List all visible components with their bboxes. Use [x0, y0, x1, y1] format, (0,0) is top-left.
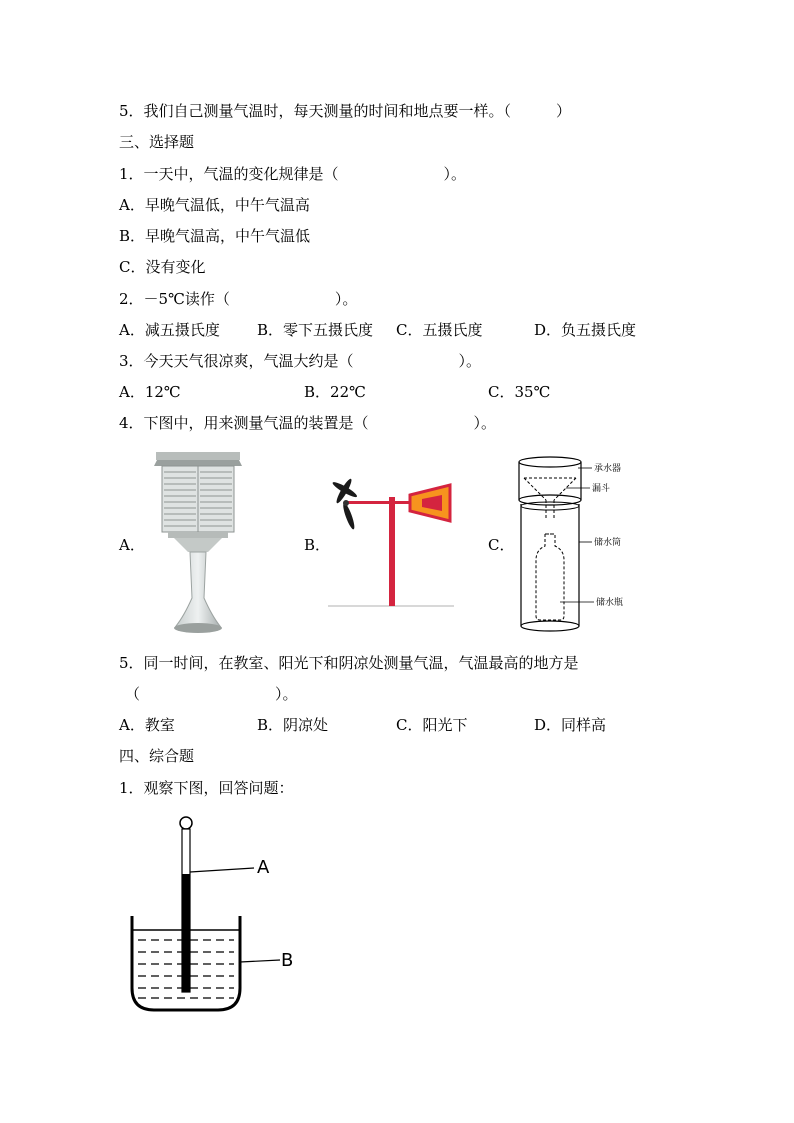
section-heading-choice: 三、选择题 [119, 133, 195, 151]
choice-question-3: 3．今天天气很凉爽，气温大约是（ ）。 [119, 352, 482, 370]
label-a: A [257, 857, 270, 878]
q2-option-b: B．零下五摄氏度 [257, 321, 374, 339]
wind-vane-image [326, 475, 456, 610]
section-heading-comprehensive: 四、综合题 [119, 747, 195, 765]
q3-option-a: A．12℃ [119, 383, 181, 401]
q4-label-c: C． [488, 536, 515, 554]
q3-option-b: B．22℃ [304, 383, 366, 401]
choice-question-4: 4．下图中，用来测量气温的装置是（ ）。 [119, 414, 497, 432]
thermometer-beaker-diagram [126, 812, 306, 1018]
q1-option-b: B．早晚气温高，中午气温低 [119, 227, 311, 245]
q2-option-d: D．负五摄氏度 [534, 321, 637, 339]
choice-question-2: 2．－5℃读作（ ）。 [119, 290, 358, 308]
choice-question-5: 5．同一时间，在教室、阳光下和阴凉处测量气温，气温最高的地方是 [119, 654, 579, 672]
label-bottle: 储水瓶 [596, 598, 624, 608]
instrument-shelter-image [150, 448, 246, 636]
q1-option-c: C．没有变化 [119, 258, 206, 276]
q2-option-a: A．减五摄氏度 [119, 321, 220, 339]
q5-option-b: B．阴凉处 [257, 716, 329, 734]
q1-option-a: A．早晚气温低，中午气温高 [119, 196, 310, 214]
label-funnel: 漏斗 [592, 484, 611, 494]
q2-option-c: C．五摄氏度 [396, 321, 483, 339]
rain-gauge-image [516, 454, 636, 640]
q3-option-c: C．35℃ [488, 383, 551, 401]
label-b: B [281, 950, 294, 971]
label-cylinder: 储水筒 [594, 538, 622, 548]
q4-label-b: B． [304, 536, 331, 554]
comprehensive-question-1: 1．观察下图，回答问题： [119, 779, 294, 797]
q5-option-a: A．教室 [119, 716, 175, 734]
q5-blank: （ ）。 [125, 685, 298, 703]
q4-label-a: A． [119, 536, 145, 554]
judge-question-5: 5．我们自己测量气温时，每天测量的时间和地点要一样。（ ） [119, 102, 572, 120]
choice-question-1: 1．一天中，气温的变化规律是（ ）。 [119, 165, 467, 183]
q5-option-d: D．同样高 [534, 716, 607, 734]
label-receiver: 承水器 [594, 464, 622, 474]
q5-option-c: C．阳光下 [396, 716, 468, 734]
